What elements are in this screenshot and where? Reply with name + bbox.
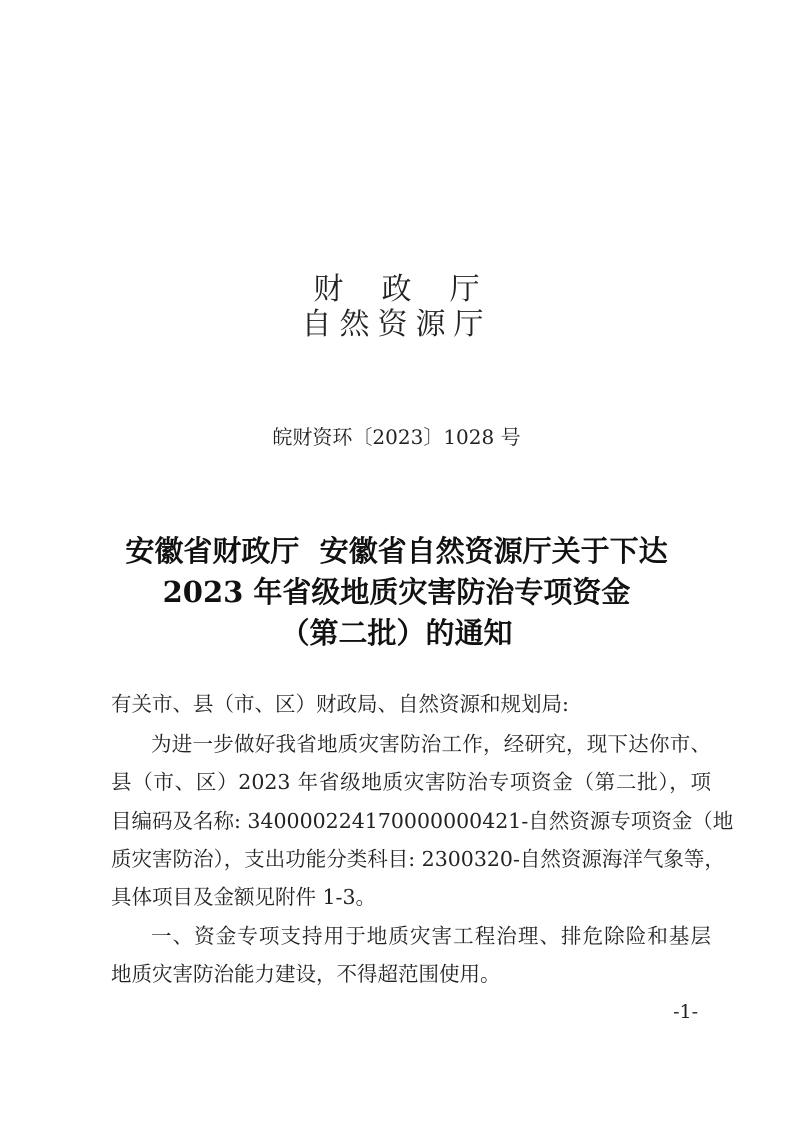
paragraph-1-line-4: 质灾害防治），支出功能分类科目: 2300320-自然资源海洋气象等，: [111, 847, 725, 871]
document-title-line-1: 安徽省财政厅 安徽省自然资源厅关于下达: [125, 534, 668, 568]
issuer-finance-department: 财 政 厅: [313, 272, 480, 307]
document-number: 皖财资环〔2023〕1028 号: [272, 425, 521, 449]
paragraph-1-line-1: 为进一步做好我省地质灾害防治工作，经研究，现下达你市、: [151, 732, 711, 756]
issuer-natural-resources-department: 自然资源厅: [301, 307, 492, 342]
document-title-line-3: （第二批）的通知: [280, 616, 513, 650]
paragraph-1-line-2: 县（市、区）2023 年省级地质灾害防治专项资金（第二批），项: [111, 770, 711, 794]
paragraph-1-line-5: 具体项目及金额见附件 1-3。: [111, 885, 377, 909]
document-title-line-2: 2023 年省级地质灾害防治专项资金: [162, 575, 631, 609]
paragraph-2-line-1: 一、资金专项支持用于地质灾害工程治理、排危除险和基层: [151, 924, 711, 948]
salutation: 有关市、县（市、区）财政局、自然资源和规划局:: [111, 692, 569, 716]
page-number: -1-: [673, 1001, 698, 1023]
paragraph-2-line-2: 地质灾害防治能力建设，不得超范围使用。: [111, 962, 501, 986]
paragraph-1-line-3: 目编码及名称: 340000224170000000421-自然资源专项资金（地: [111, 809, 734, 833]
